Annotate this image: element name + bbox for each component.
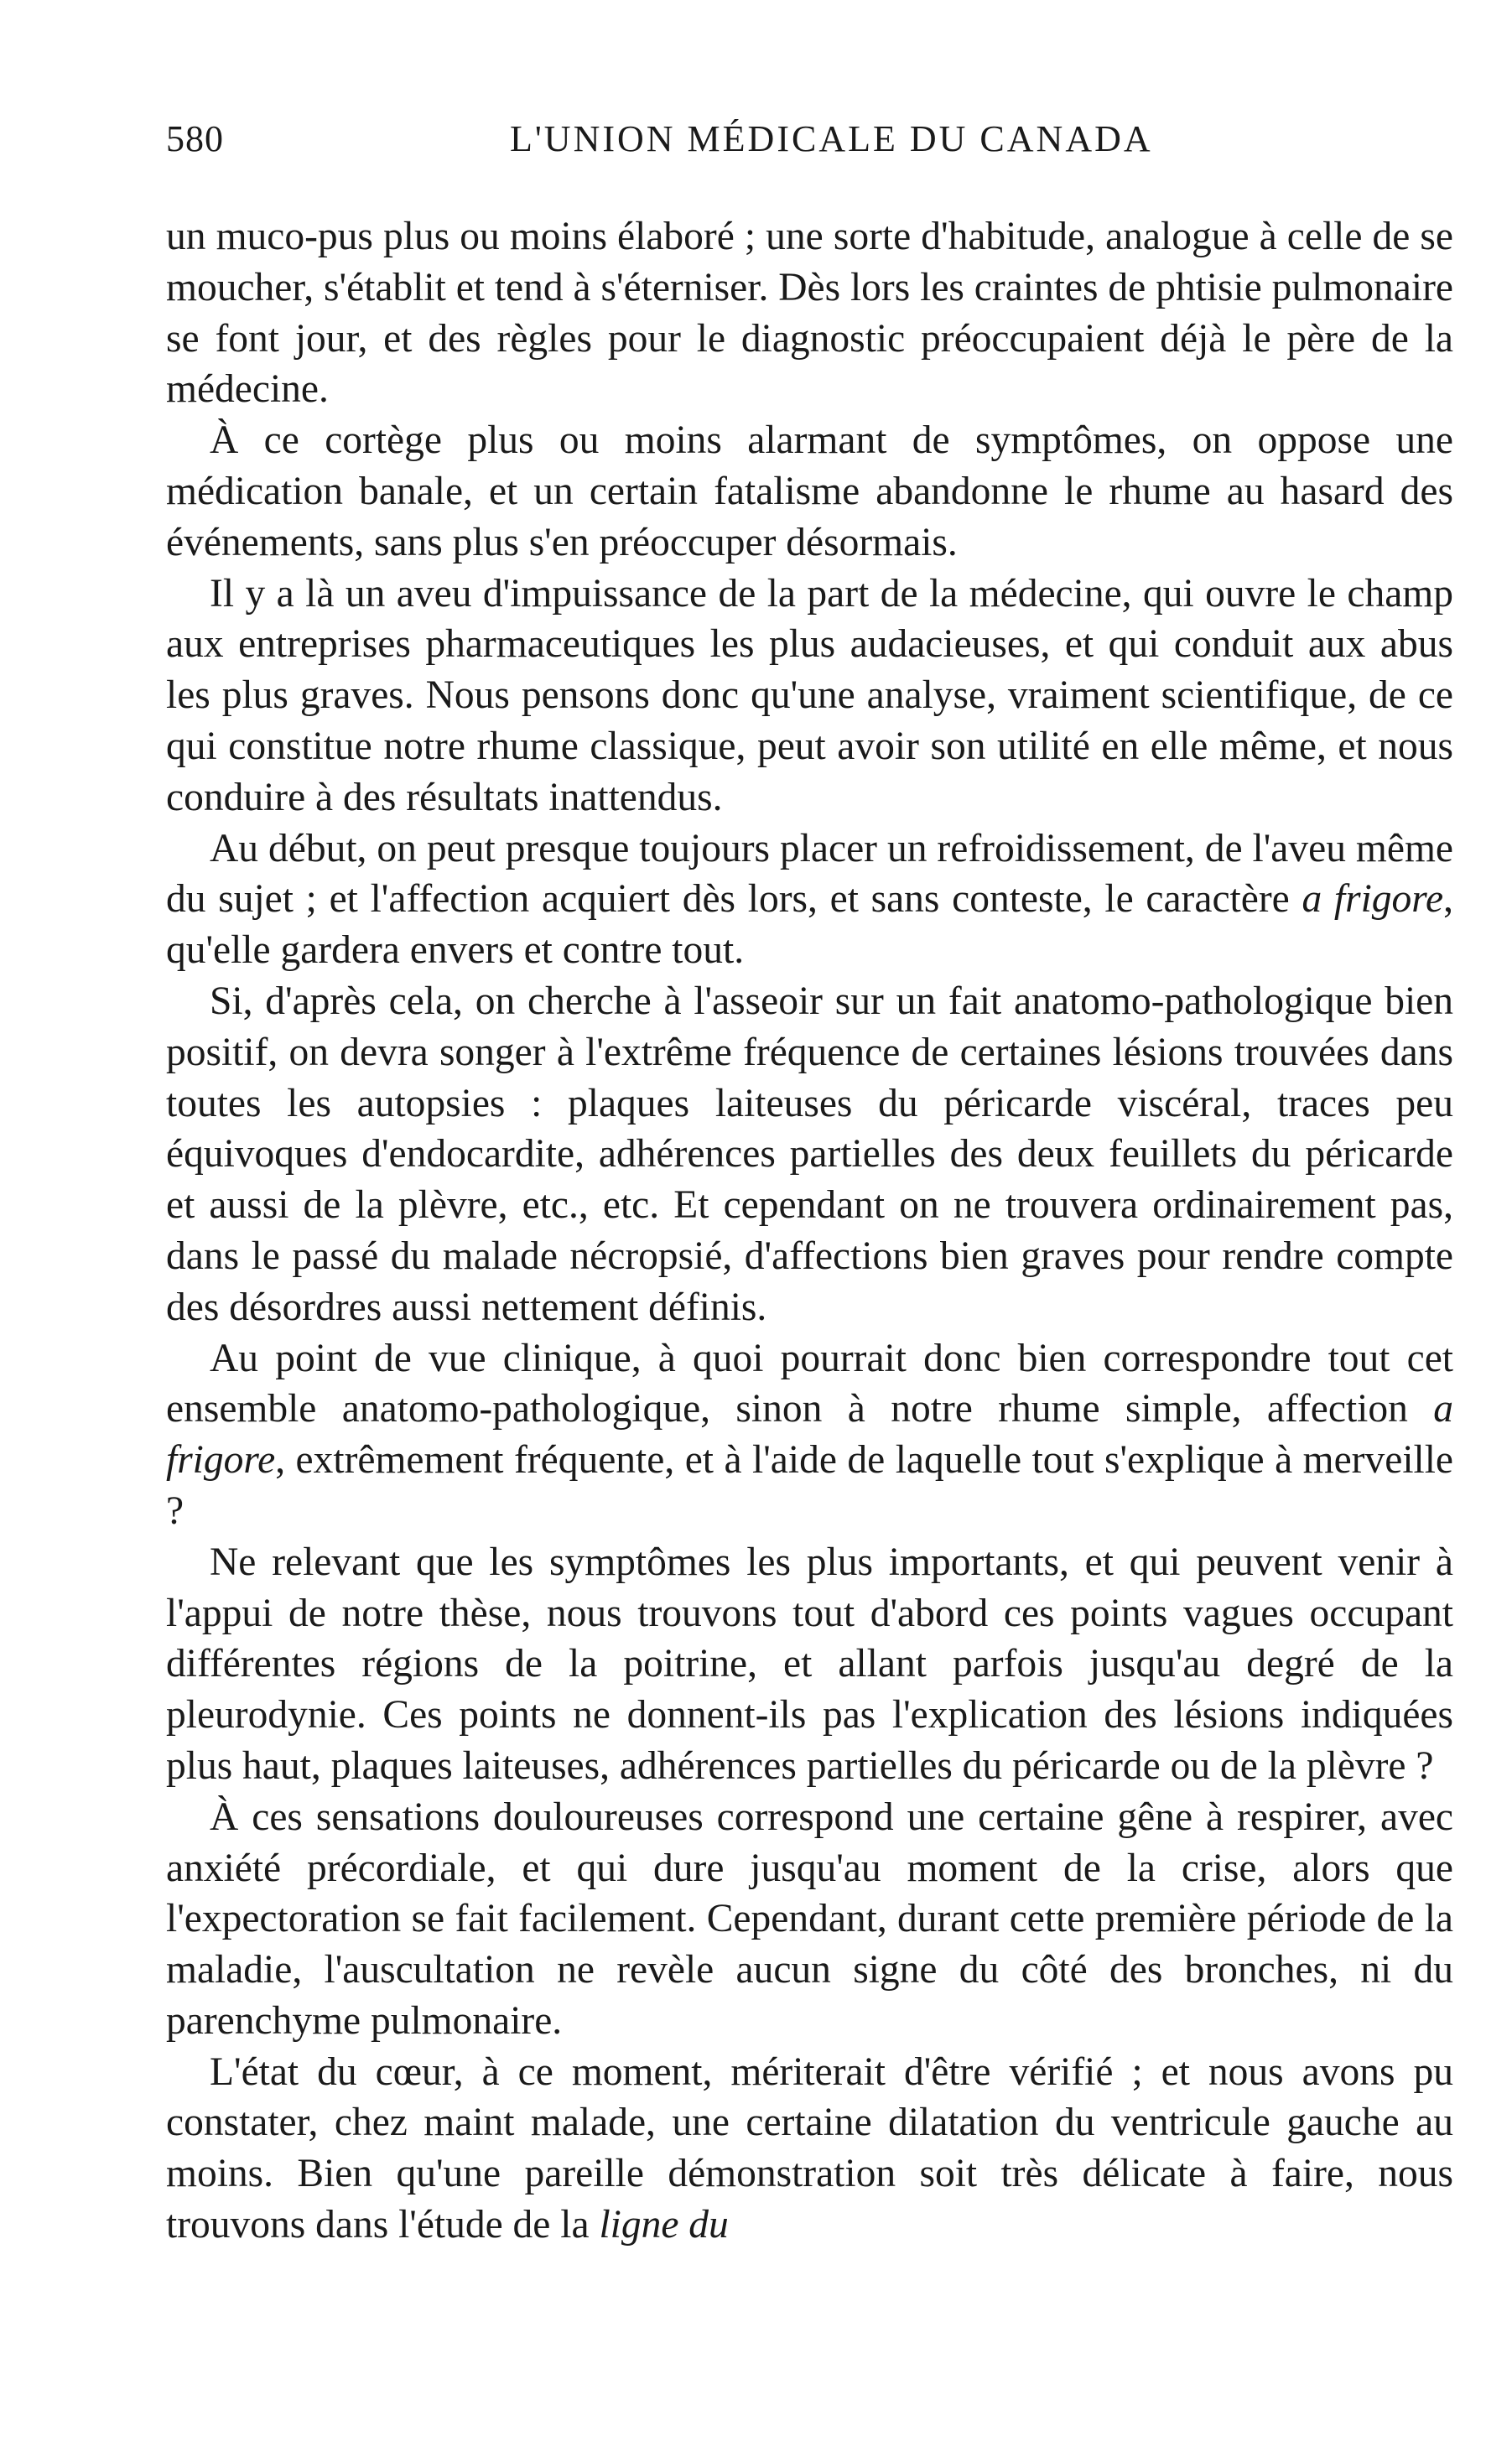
paragraph-text: À ces sensations douloureuses correspond une certaine gêne à respirer, avec anxiété précordiale, et qui dure jusqu'au moment de la crise, alors que l'expectoration se fait facilement. Cependant, durant cette première période de la maladie, l'auscultation ne revèle aucun signe du côté des bronches, ni du parenchyme pulmonaire. xyxy=(166,1795,1453,2043)
paragraph-3 xyxy=(166,569,1453,823)
paragraph-text: un muco-pus plus ou moins élaboré ; une sorte d'habitude, analogue à celle de se moucher, s'établit et tend à s'éterniser. Dès lors les craintes de phtisie pulmonaire se font jour, et des règles pour le diagnostic préoccupaient déjà le père de la médecine. xyxy=(166,215,1453,412)
paragraph-text: Il y a là un aveu d'impuissance de la part de la médecine, qui ouvre le champ aux entreprises pharmaceutiques les plus audacieuses, et qui conduit aux abus les plus graves. Nous pensons donc qu'une analyse, vraiment scientifique, de ce qui constitue notre rhume classique, peut avoir son utilité en elle même, et nous conduire à des résultats inattendus. xyxy=(166,571,1453,819)
paragraph-6 xyxy=(166,1333,1453,1537)
paragraph-7 xyxy=(166,1537,1453,1792)
paragraph-text: , qu'elle gardera envers et contre tout. xyxy=(166,877,1453,973)
italic-term: a frigore xyxy=(166,1387,1453,1483)
document-page xyxy=(166,117,1453,2251)
running-head xyxy=(166,117,1453,176)
body-text xyxy=(166,211,1453,2251)
journal-title: L'UNION MÉDICALE DU CANADA xyxy=(510,118,1153,159)
paragraph-9 xyxy=(166,2047,1453,2251)
paragraph-text: Au point de vue clinique, à quoi pourrait donc bien correspondre tout cet ensemble anatomo-pathologique, sinon à notre rhume simple, affection xyxy=(166,1336,1453,1431)
paragraph-8 xyxy=(166,1792,1453,2047)
paragraph-text: Si, d'après cela, on cherche à l'asseoir sur un fait anatomo-pathologique bien positif, on devra songer à l'extrême fréquence de certaines lésions trouvées dans toutes les autopsies : plaques laiteuses du péricarde viscéral, traces peu équivoques d'endocardite, adhérences partielles des deux feuillets du péricarde et aussi de la plèvre, etc., etc. Et cependant on ne trouvera ordinairement pas, dans le passé du malade nécropsié, d'affections bien graves pour rendre compte des désordres aussi nettement définis. xyxy=(166,979,1453,1329)
italic-term: a frigore xyxy=(1302,877,1444,922)
italic-term: ligne du xyxy=(599,2203,729,2247)
paragraph-1 xyxy=(166,211,1453,415)
paragraph-5 xyxy=(166,976,1453,1333)
paragraph-text: L'état du cœur, à ce moment, mériterait d'être vérifié ; et nous avons pu constater, chez maint malade, une certaine dilatation du ventricule gauche au moins. Bien qu'une pareille démonstration soit très délicate à faire, nous trouvons dans l'étude de la xyxy=(166,2049,1453,2247)
page-number: 580 xyxy=(166,118,224,159)
paragraph-text: Ne relevant que les symptômes les plus importants, et qui peuvent venir à l'appui de notre thèse, nous trouvons tout d'abord ces points vagues occupant différentes régions de la poitrine, et allant parfois jusqu'au degré de la pleurodynie. Ces points ne donnent-ils pas l'explication des lésions indiquées plus haut, plaques laiteuses, adhérences partielles du péricarde ou de la plèvre ? xyxy=(166,1540,1453,1788)
paragraph-4 xyxy=(166,823,1453,976)
paragraph-text: , extrêmement fréquente, et à l'aide de laquelle tout s'explique à merveille ? xyxy=(166,1438,1453,1533)
paragraph-text: À ce cortège plus ou moins alarmant de symptômes, on oppose une médication banale, et un certain fatalisme abandonne le rhume au hasard des événements, sans plus s'en préoccuper désormais. xyxy=(166,418,1453,564)
paragraph-2 xyxy=(166,415,1453,568)
paragraph-text: Au début, on peut presque toujours placer un refroidissement, de l'aveu même du sujet ; et l'affection acquiert dès lors, et sans conteste, le caractère xyxy=(166,826,1453,922)
